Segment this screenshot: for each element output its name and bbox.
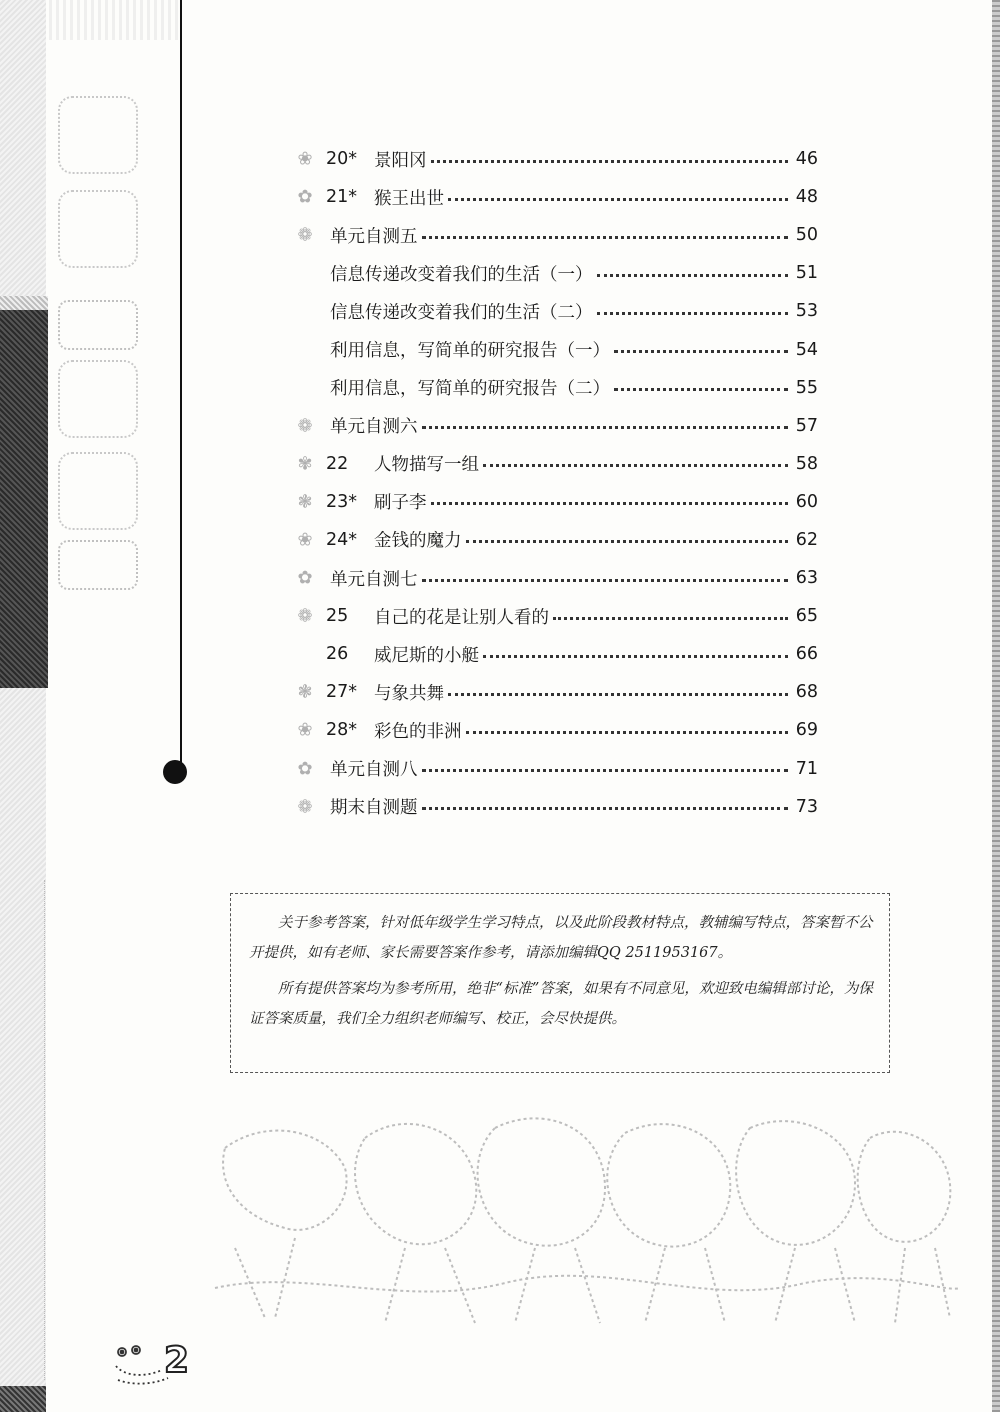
toc-title: 威尼斯的小艇	[374, 645, 479, 666]
toc-title: 金钱的魔力	[374, 531, 462, 552]
toc-title: 利用信息，写简单的研究报告（二）	[330, 379, 610, 400]
toc-row	[296, 711, 818, 749]
toc-row	[296, 521, 818, 559]
toc-row	[296, 140, 818, 178]
toc-page-number: 53	[795, 301, 818, 322]
toc-row	[296, 407, 818, 445]
toc-title: 自己的花是让别人看的	[374, 607, 549, 628]
toc-row	[296, 750, 818, 788]
toc-page-number: 73	[795, 796, 818, 817]
toc-page-number: 68	[795, 682, 818, 703]
decor-box	[58, 190, 138, 268]
toc-row	[296, 254, 818, 292]
toc-lesson-number: 24*	[326, 529, 358, 550]
toc-page-number: 69	[795, 720, 818, 741]
notice-paragraph-1: 关于参考答案，针对低年级学生学习特点，以及此阶段教材特点，教辅编写特点，答案暂不公开提供，如有老师、家长需要答案作参考，请添加编辑QQ 2511953167。	[249, 915, 873, 961]
toc-title: 单元自测五	[330, 226, 418, 247]
toc-lesson-number: 23*	[326, 491, 358, 512]
toc-title: 人物描写一组	[374, 455, 479, 476]
toc-page-number: 51	[795, 263, 818, 284]
left-band-edge	[0, 296, 48, 310]
toc-leader-dots	[431, 160, 789, 163]
left-foot-block	[0, 1386, 46, 1412]
toc-page-number: 50	[795, 225, 818, 246]
toc-lesson-number: 20*	[326, 149, 358, 170]
flower-doodle-icon: ❃	[297, 681, 313, 703]
toc-leader-dots	[597, 274, 789, 277]
decor-box	[58, 300, 138, 350]
toc-row	[296, 635, 818, 673]
toc-title: 利用信息，写简单的研究报告（一）	[330, 341, 610, 362]
toc-page-number: 55	[795, 377, 818, 398]
toc-row	[296, 559, 818, 597]
toc-page-number: 46	[795, 149, 818, 170]
toc-title: 猴王出世	[374, 188, 444, 209]
toc-page-number: 63	[795, 568, 818, 589]
flower-doodle-icon: ❁	[297, 415, 313, 437]
toc-leader-dots	[422, 579, 789, 582]
toc-leader-dots	[448, 693, 788, 696]
toc-title: 刷子李	[374, 493, 427, 514]
toc-title: 单元自测八	[330, 760, 418, 781]
left-decor-strip	[0, 0, 46, 1412]
toc-lesson-number: 26	[326, 644, 349, 665]
toc-title: 单元自测六	[330, 417, 418, 438]
toc-row	[296, 673, 818, 711]
vertical-rule	[180, 0, 182, 772]
toc-leader-dots	[597, 312, 789, 315]
toc-title: 信息传递改变着我们的生活（一）	[330, 264, 593, 285]
toc-leader-dots	[431, 502, 789, 505]
page-number: 2	[164, 1340, 190, 1381]
toc-page-number: 54	[795, 339, 818, 360]
toc-leader-dots	[466, 731, 789, 734]
toc-page-number: 60	[795, 491, 818, 512]
flower-doodle-icon: ❃	[297, 491, 313, 513]
flower-doodle-icon: ❁	[297, 224, 313, 246]
toc-page-number: 57	[795, 415, 818, 436]
toc-title: 信息传递改变着我们的生活（二）	[330, 302, 593, 323]
toc-leader-dots	[422, 807, 789, 810]
snail-doodle-icon	[110, 1340, 170, 1386]
flower-doodle-icon: ✿	[297, 186, 313, 208]
toc-title: 单元自测七	[330, 569, 418, 590]
toc-title: 彩色的非洲	[374, 721, 462, 742]
decor-box	[58, 360, 138, 438]
flower-doodle-icon: ✿	[297, 758, 313, 780]
toc-page-number: 58	[795, 453, 818, 474]
toc-lesson-number: 21*	[326, 187, 358, 208]
toc-row	[296, 369, 818, 407]
toc-leader-dots	[614, 388, 788, 391]
toc-leader-dots	[483, 655, 788, 658]
toc-lesson-number: 28*	[326, 720, 358, 741]
decor-box	[58, 452, 138, 530]
toc-page-number: 62	[795, 529, 818, 550]
rule-end-dot	[163, 760, 187, 784]
toc-row	[296, 178, 818, 216]
dotted-guide-line	[44, 880, 45, 1380]
toc-lesson-number: 27*	[326, 682, 358, 703]
flower-doodle-icon: ✾	[297, 453, 313, 475]
page-number-area	[110, 1338, 220, 1388]
flower-doodle-icon: ❁	[297, 605, 313, 627]
toc-page-number: 66	[795, 644, 818, 665]
toc-row	[296, 292, 818, 330]
left-dark-band	[0, 296, 48, 688]
toc-leader-dots	[466, 540, 789, 543]
toc-row	[296, 330, 818, 368]
flower-doodle-icon: ❀	[297, 719, 313, 741]
toc-row	[296, 597, 818, 635]
table-of-contents	[296, 140, 818, 826]
notice-paragraph-2: 所有提供答案均为参考所用，绝非“标准”答案，如果有不同意见，欢迎致电编辑部讨论，为保证答案质量，我们全力组织老师编写、校正，会尽快提供。	[249, 981, 873, 1027]
toc-page-number: 65	[795, 606, 818, 627]
toc-leader-dots	[422, 426, 789, 429]
decor-box	[58, 540, 138, 590]
toc-page-number: 48	[795, 187, 818, 208]
toc-row	[296, 788, 818, 826]
decor-box	[58, 96, 138, 174]
flower-doodle-icon: ❁	[297, 796, 313, 818]
toc-lesson-number: 25	[326, 606, 349, 627]
toc-leader-dots	[483, 464, 788, 467]
toc-title: 期末自测题	[330, 798, 418, 819]
right-scan-edge	[992, 0, 1000, 1412]
toc-lesson-number: 22	[326, 453, 349, 474]
flower-doodle-icon: ✿	[297, 567, 313, 589]
answer-notice-box	[230, 893, 890, 1073]
toc-page-number: 71	[795, 758, 818, 779]
toc-leader-dots	[448, 198, 788, 201]
toc-row	[296, 445, 818, 483]
flower-doodle-icon: ❀	[297, 529, 313, 551]
toc-leader-dots	[422, 236, 789, 239]
toc-leader-dots	[422, 769, 789, 772]
toc-title: 景阳冈	[374, 150, 427, 171]
toc-row	[296, 483, 818, 521]
decorative-doodle-art	[205, 1108, 965, 1328]
toc-title: 与象共舞	[374, 683, 444, 704]
toc-leader-dots	[553, 617, 788, 620]
toc-leader-dots	[614, 350, 788, 353]
flower-doodle-icon: ❀	[297, 148, 313, 170]
toc-row	[296, 216, 818, 254]
